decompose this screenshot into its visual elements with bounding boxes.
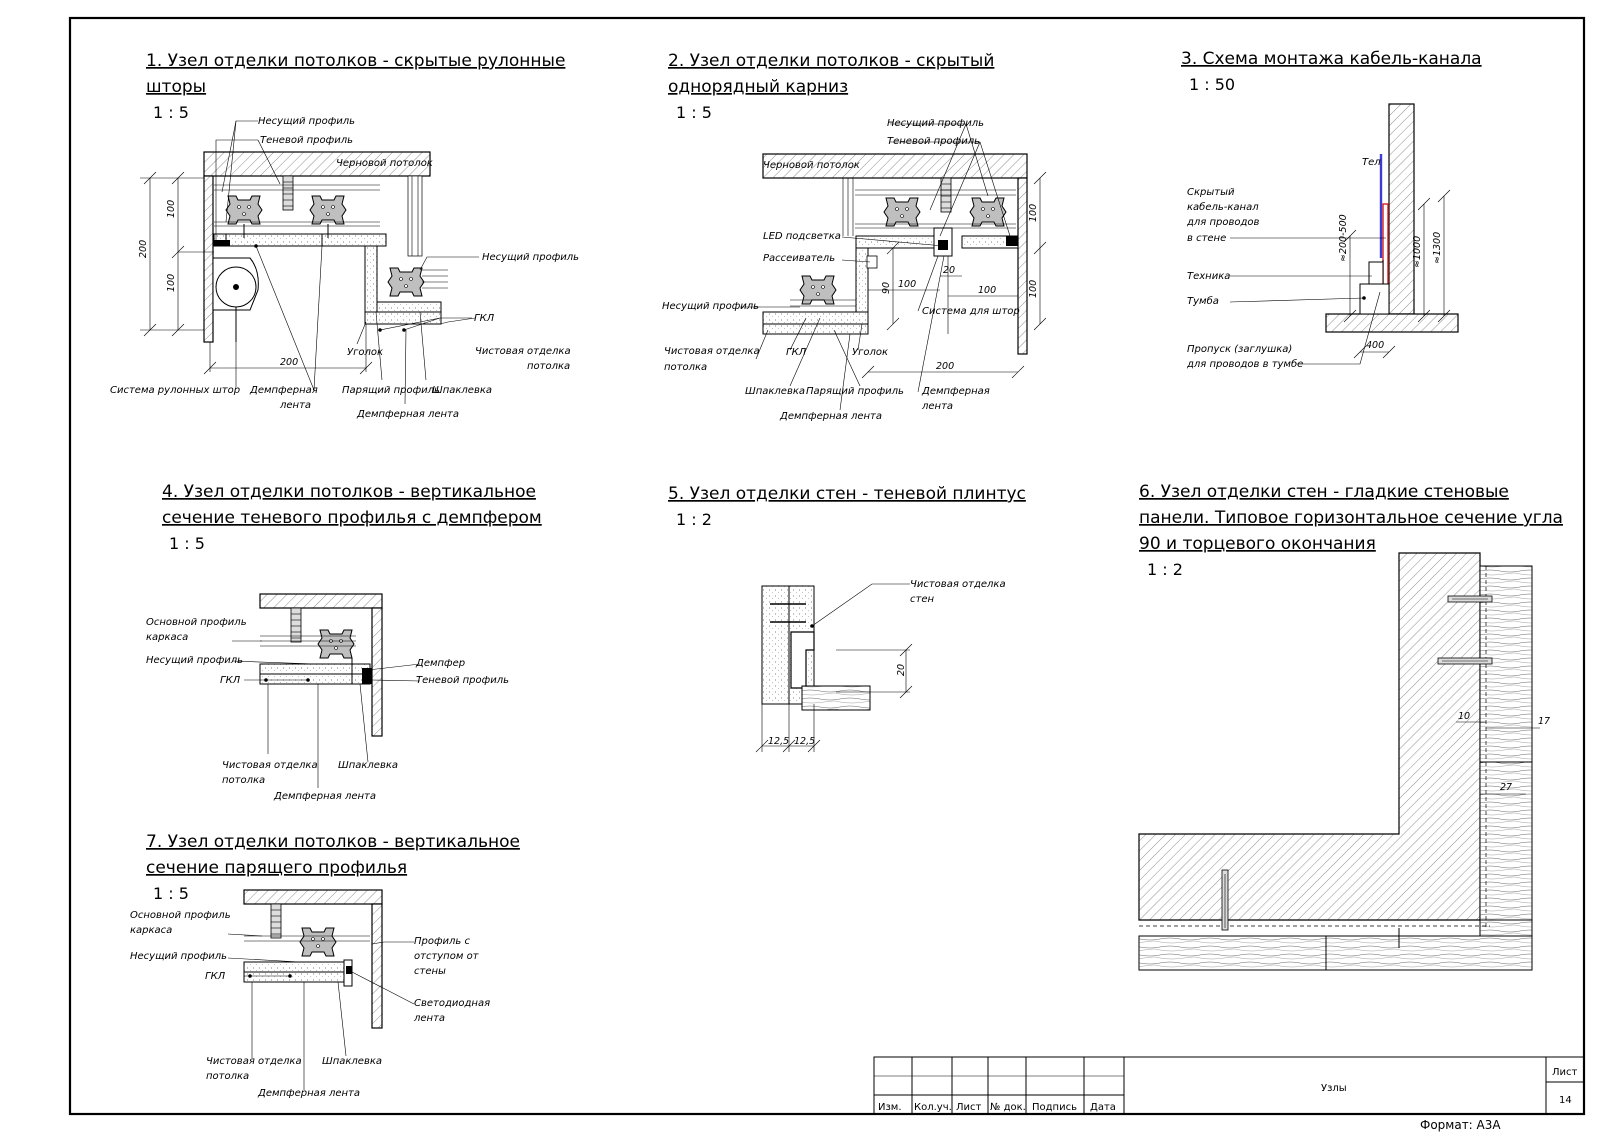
d3-label-skryty-4: в стене bbox=[1187, 233, 1227, 244]
d3-floor bbox=[1326, 314, 1458, 332]
d4-label-osnovnoy-2: каркаса bbox=[146, 632, 189, 643]
d2-label-rasseivatel: Рассеиватель bbox=[763, 253, 836, 264]
d1-label-chistovaya-2: потолка bbox=[527, 361, 571, 372]
tb-sheet-number: 14 bbox=[1559, 1095, 1572, 1106]
tb-col-podpis: Подпись bbox=[1032, 1102, 1077, 1113]
d6-panel-vertical bbox=[1480, 566, 1532, 946]
d2-label-chistovaya-1: Чистовая отделка bbox=[664, 346, 760, 357]
d3-label-tumba: Тумба bbox=[1187, 296, 1219, 307]
d1-label-gkl: ГКЛ bbox=[474, 313, 495, 324]
d4-label-chistovaya-1: Чистовая отделка bbox=[222, 760, 318, 771]
d3-cable-channel bbox=[1383, 204, 1388, 294]
d4-label-osnovnoy-1: Основной профиль bbox=[146, 617, 247, 628]
d2-dim-20: 20 bbox=[943, 265, 956, 276]
d4-wall bbox=[372, 608, 382, 736]
d1-dim-200-v: 200 bbox=[138, 239, 149, 258]
d2-label-shpaklevka: Шпаклевка bbox=[745, 386, 806, 397]
d1-label-paryashchiy: Парящий профиль bbox=[342, 385, 440, 396]
detail-6-drawing bbox=[1139, 553, 1550, 970]
d6-dim-10: 10 bbox=[1458, 711, 1471, 722]
d2-dim-100-b: 100 bbox=[978, 285, 997, 296]
d2-dim-100-c: 100 bbox=[1028, 203, 1039, 222]
d1-label-nesushiy-right: Несущий профиль bbox=[482, 252, 580, 263]
d2-label-dempf-2: лента bbox=[922, 401, 954, 412]
title-1-line2: шторы bbox=[146, 77, 207, 97]
d2-label-gkl: ГКЛ bbox=[786, 347, 807, 358]
d2-label-dempf-lenta: Демпферная лента bbox=[780, 411, 882, 422]
detail-7-drawing bbox=[130, 890, 490, 1099]
d5-dim-20: 20 bbox=[896, 663, 907, 676]
scale-1: 1 : 5 bbox=[153, 103, 189, 122]
d7-label-shpaklevka: Шпаклевка bbox=[322, 1056, 383, 1067]
d6-anchor-3 bbox=[1222, 870, 1228, 930]
d7-label-nesushiy: Несущий профиль bbox=[130, 951, 228, 962]
d7-label-profil-1: Профиль с bbox=[414, 936, 470, 947]
d1-label-nesushiy: Несущий профиль bbox=[258, 116, 356, 127]
d2-label-led: LED подсветка bbox=[763, 231, 841, 242]
tb-sheet-label: Лист bbox=[1552, 1067, 1578, 1078]
tb-col-izm: Изм. bbox=[878, 1102, 902, 1113]
section-1-title bbox=[146, 51, 565, 122]
d6-anchor-2 bbox=[1438, 658, 1492, 664]
d4-label-gkl: ГКЛ bbox=[220, 675, 241, 686]
d3-label-skryty-3: для проводов bbox=[1187, 217, 1260, 228]
d7-label-chistovaya-1: Чистовая отделка bbox=[206, 1056, 302, 1067]
d1-label-ugolok: Уголок bbox=[347, 347, 384, 358]
detail-5-drawing bbox=[756, 579, 1006, 752]
d2-label-nesushiy-left: Несущий профиль bbox=[662, 301, 760, 312]
d1-label-dempf-2: лента bbox=[280, 400, 312, 411]
d7-label-osnovnoy-2: каркаса bbox=[130, 925, 173, 936]
title-4-line1: 4. Узел отделки потолков - вертикальное bbox=[162, 482, 536, 502]
d2-label-tenevoy: Теневой профиль bbox=[887, 136, 980, 147]
d7-label-svetodiod-1: Светодиодная bbox=[414, 998, 491, 1009]
tb-col-list: Лист bbox=[956, 1102, 982, 1113]
detail-2-drawing bbox=[662, 118, 1046, 422]
d7-rough-ceiling bbox=[244, 890, 382, 904]
d4-label-chistovaya-2: потолка bbox=[222, 775, 266, 786]
section-2-title bbox=[668, 51, 994, 122]
d5-floor-board bbox=[802, 686, 870, 710]
d3-wall bbox=[1389, 104, 1414, 314]
d2-label-sistema: Система для штор bbox=[922, 306, 1020, 317]
title-7-line1: 7. Узел отделки потолков - вертикальное bbox=[146, 832, 520, 852]
tb-col-doc: № док. bbox=[990, 1102, 1026, 1113]
d1-label-sistema: Система рулонных штор bbox=[110, 385, 241, 396]
scale-5: 1 : 2 bbox=[676, 510, 712, 529]
d7-label-svetodiod-2: лента bbox=[414, 1013, 446, 1024]
detail-4-drawing bbox=[146, 594, 509, 802]
d2-label-nesushiy: Несущий профиль bbox=[887, 118, 985, 129]
title-6-line3: 90 и торцевого окончания bbox=[1139, 534, 1376, 554]
sheet-format: Формат: А3А bbox=[1420, 1118, 1501, 1132]
title-4-line2: сечение теневого профилья с демпфером bbox=[162, 508, 542, 528]
d6-concrete-corner bbox=[1139, 553, 1480, 920]
d3-label-tehnika: Техника bbox=[1187, 271, 1231, 282]
d1-label-dempf-1: Демпферная bbox=[250, 385, 318, 396]
title-1-line1: 1. Узел отделки потолков - скрытые рулонные bbox=[146, 51, 566, 71]
d6-anchor-1 bbox=[1448, 596, 1492, 602]
section-3-title bbox=[1181, 49, 1482, 94]
d3-dim-400: 400 bbox=[1366, 340, 1385, 351]
title-7-line2: сечение парящего профилья bbox=[146, 858, 408, 878]
d2-dim-90: 90 bbox=[881, 281, 892, 294]
d2-dim-200: 200 bbox=[936, 361, 955, 372]
d3-label-skryty-2: кабель-канал bbox=[1187, 202, 1259, 213]
title-block bbox=[874, 1057, 1584, 1114]
d3-dim-1300: ≈1300 bbox=[1432, 231, 1443, 264]
d7-label-profil-2: отступом от bbox=[414, 951, 479, 962]
d3-tehnika bbox=[1369, 262, 1383, 284]
scale-2: 1 : 5 bbox=[676, 103, 712, 122]
section-4-title bbox=[162, 482, 542, 553]
title-5-line1: 5. Узел отделки стен - теневой плинтус bbox=[668, 484, 1026, 504]
title-2-line1: 2. Узел отделки потолков - скрытый bbox=[668, 51, 995, 71]
scale-7: 1 : 5 bbox=[153, 884, 189, 903]
d5-dim-12-5-b: 12,5 bbox=[794, 736, 816, 747]
d7-label-gkl: ГКЛ bbox=[205, 971, 226, 982]
d4-label-shpaklevka: Шпаклевка bbox=[338, 760, 399, 771]
d1-label-chernovoy: Черновой потолок bbox=[336, 158, 433, 169]
d7-label-dempf-lenta: Демпферная лента bbox=[258, 1088, 360, 1099]
d2-label-dempf-1: Демпферная bbox=[922, 386, 990, 397]
d1-dim-100-b: 100 bbox=[166, 273, 177, 292]
d6-panel-horizontal bbox=[1139, 936, 1532, 970]
d2-label-ugolok: Уголок bbox=[852, 347, 889, 358]
d4-label-tenevoy: Теневой профиль bbox=[416, 675, 509, 686]
d4-label-nesushiy: Несущий профиль bbox=[146, 655, 244, 666]
scale-3: 1 : 50 bbox=[1189, 75, 1236, 94]
d1-label-tenevoy: Теневой профиль bbox=[260, 135, 353, 146]
d3-label-propusk-1: Пропуск (заглушка) bbox=[1187, 344, 1293, 355]
d3-dim-1000: ≈1000 bbox=[1412, 235, 1423, 268]
tb-col-kol-uch: Кол.уч. bbox=[914, 1102, 952, 1113]
d2-dim-100-a: 100 bbox=[898, 279, 917, 290]
d3-dim-200-500: ≈200-500 bbox=[1338, 214, 1349, 262]
detail-3-drawing bbox=[1186, 104, 1458, 370]
d1-dim-100-a: 100 bbox=[166, 199, 177, 218]
d7-label-chistovaya-2: потолка bbox=[206, 1071, 250, 1082]
d2-label-paryashchiy: Парящий профиль bbox=[806, 386, 904, 397]
d7-label-osnovnoy-1: Основной профиль bbox=[130, 910, 231, 921]
d2-dim-100-d: 100 bbox=[1028, 279, 1039, 298]
d3-label-tel: Тел bbox=[1362, 157, 1381, 168]
d6-dim-17: 17 bbox=[1538, 716, 1551, 727]
tb-col-data: Дата bbox=[1090, 1102, 1116, 1113]
d4-label-dempfer: Демпфер bbox=[416, 658, 466, 669]
d5-label-chistovaya-2: стен bbox=[910, 594, 935, 605]
d1-wall bbox=[204, 176, 213, 342]
d7-wall bbox=[372, 904, 382, 1028]
d2-label-chernovoy: Черновой потолок bbox=[763, 160, 860, 171]
tb-drawing-name: Узлы bbox=[1321, 1083, 1347, 1094]
d5-dim-12-5-a: 12,5 bbox=[768, 736, 790, 747]
d3-label-propusk-2: для проводов в тумбе bbox=[1187, 359, 1304, 370]
d1-dim-200-h: 200 bbox=[280, 357, 299, 368]
d4-label-dempf-lenta: Демпферная лента bbox=[274, 791, 376, 802]
d3-label-skryty-1: Скрытый bbox=[1187, 187, 1235, 198]
title-2-line2: однорядный карниз bbox=[668, 77, 849, 97]
title-6-line1: 6. Узел отделки стен - гладкие стеновые bbox=[1139, 482, 1509, 502]
d1-label-dempf-lenta: Демпферная лента bbox=[357, 409, 459, 420]
section-6-title bbox=[1139, 482, 1563, 579]
title-3-line1: 3. Схема монтажа кабель-канала bbox=[1181, 49, 1482, 69]
d2-wall bbox=[1018, 178, 1027, 354]
scale-6: 1 : 2 bbox=[1147, 560, 1183, 579]
d6-dim-27: 27 bbox=[1500, 782, 1513, 793]
title-6-line2: панели. Типовое горизонтальное сечение угла bbox=[1139, 508, 1563, 528]
d4-rough-ceiling bbox=[260, 594, 382, 608]
d1-label-chistovaya-1: Чистовая отделка bbox=[475, 346, 571, 357]
section-5-title bbox=[668, 484, 1026, 529]
d7-label-profil-3: стены bbox=[414, 966, 446, 977]
d5-label-chistovaya-1: Чистовая отделка bbox=[910, 579, 1006, 590]
scale-4: 1 : 5 bbox=[169, 534, 205, 553]
d2-label-chistovaya-2: потолка bbox=[664, 362, 708, 373]
detail-1-drawing bbox=[110, 116, 579, 420]
d1-label-shpaklevka: Шпаклевка bbox=[432, 385, 493, 396]
